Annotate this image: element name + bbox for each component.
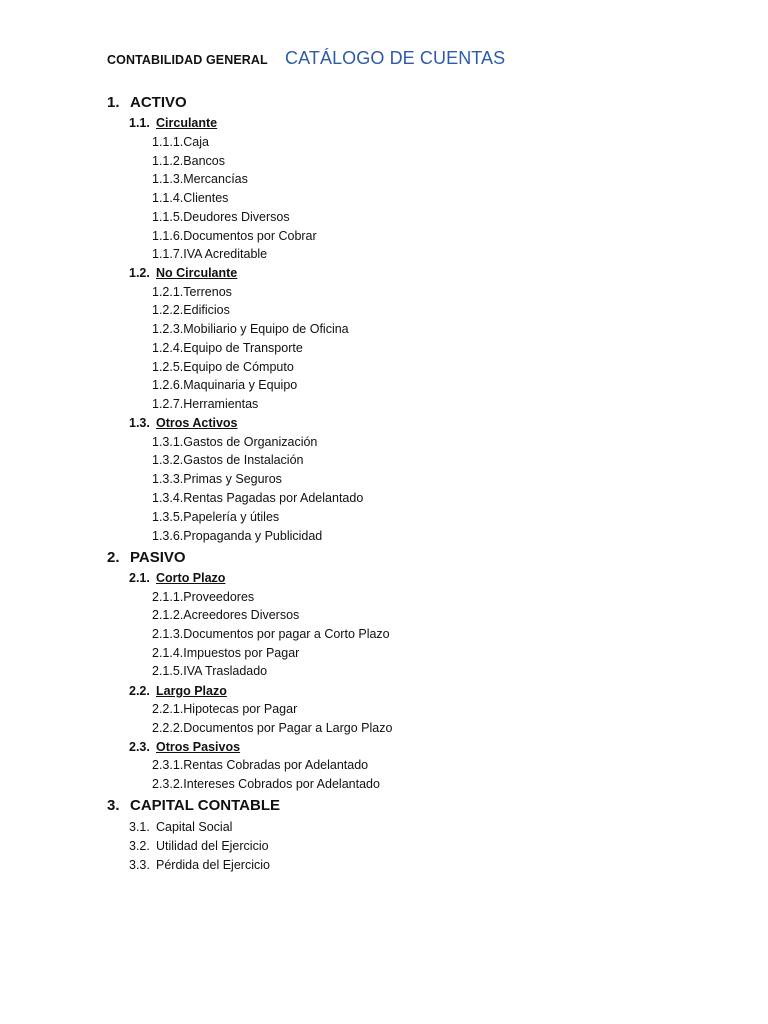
group-corto-plazo <box>129 571 225 585</box>
account-item: 1.2.7.Herramientas <box>152 397 259 411</box>
entry-number: 3.1. <box>129 820 150 834</box>
account-item <box>129 858 270 872</box>
account-item: 1.3.5.Papelería y útiles <box>152 510 280 524</box>
entry-label: Utilidad del Ejercicio <box>156 839 269 853</box>
entry-label: Capital Social <box>156 820 233 834</box>
group-label: Otros Pasivos <box>156 740 241 754</box>
account-item: 1.1.6.Documentos por Cobrar <box>152 229 317 243</box>
account-item: 1.3.4.Rentas Pagadas por Adelantado <box>152 491 364 505</box>
subject-heading: CONTABILIDAD GENERAL <box>107 53 268 67</box>
account-item: 1.2.3.Mobiliario y Equipo de Oficina <box>152 322 349 336</box>
account-item: 2.1.4.Impuestos por Pagar <box>152 646 300 660</box>
group-number: 1.1. <box>129 116 150 130</box>
account-item: 2.1.1.Proveedores <box>152 590 255 604</box>
group-number: 2.2. <box>129 684 150 698</box>
group-circulante <box>129 116 217 130</box>
group-otros-pasivos <box>129 740 240 754</box>
account-item: 1.1.2.Bancos <box>152 154 225 168</box>
account-item: 2.3.2.Intereses Cobrados por Adelantado <box>152 777 380 791</box>
group-label: Largo Plazo <box>156 684 227 698</box>
account-item: 1.1.4.Clientes <box>152 191 229 205</box>
group-number: 1.3. <box>129 416 150 430</box>
account-item: 2.1.5.IVA Trasladado <box>152 664 268 678</box>
group-otros-activos <box>129 416 238 430</box>
section-label: ACTIVO <box>130 94 187 111</box>
account-item: 1.3.6.Propaganda y Publicidad <box>152 529 323 543</box>
account-item: 1.3.2.Gastos de Instalación <box>152 453 304 467</box>
page-title: CATÁLOGO DE CUENTAS <box>285 48 506 68</box>
group-label: No Circulante <box>156 266 238 280</box>
account-item: 1.1.1.Caja <box>152 135 209 149</box>
account-item: 1.1.3.Mercancías <box>152 172 248 186</box>
account-item: 1.2.2.Edificios <box>152 303 230 317</box>
account-item <box>129 839 269 853</box>
section-number: 2. <box>107 549 120 566</box>
entry-number: 3.2. <box>129 839 150 853</box>
account-item <box>129 820 232 834</box>
entry-number: 3.3. <box>129 858 150 872</box>
account-item: 2.1.3.Documentos por pagar a Corto Plazo <box>152 627 390 641</box>
group-no-circulante <box>129 266 237 280</box>
account-item: 2.3.1.Rentas Cobradas por Adelantado <box>152 758 369 772</box>
account-item: 1.2.1.Terrenos <box>152 285 232 299</box>
section-number: 1. <box>107 94 120 111</box>
account-item: 2.1.2.Acreedores Diversos <box>152 608 300 622</box>
group-label: Circulante <box>156 116 218 130</box>
account-item: 2.2.1.Hipotecas por Pagar <box>152 702 298 716</box>
account-item: 1.1.5.Deudores Diversos <box>152 210 290 224</box>
account-item: 1.1.7.IVA Acreditable <box>152 247 268 261</box>
group-number: 2.1. <box>129 571 150 585</box>
account-item: 1.3.3.Primas y Seguros <box>152 472 282 486</box>
group-number: 1.2. <box>129 266 150 280</box>
account-item: 1.2.5.Equipo de Cómputo <box>152 360 294 374</box>
section-capital-contable <box>107 797 280 814</box>
section-number: 3. <box>107 797 120 814</box>
account-item: 1.2.4.Equipo de Transporte <box>152 341 303 355</box>
group-number: 2.3. <box>129 740 150 754</box>
section-label: CAPITAL CONTABLE <box>130 797 280 814</box>
account-item: 2.2.2.Documentos por Pagar a Largo Plazo <box>152 721 393 735</box>
section-activo <box>107 94 187 111</box>
account-item: 1.2.6.Maquinaria y Equipo <box>152 378 298 392</box>
section-label: PASIVO <box>130 549 186 566</box>
entry-label: Pérdida del Ejercicio <box>156 858 270 872</box>
group-label: Corto Plazo <box>156 571 226 585</box>
section-pasivo <box>107 549 186 566</box>
account-item: 1.3.1.Gastos de Organización <box>152 435 318 449</box>
group-label: Otros Activos <box>156 416 238 430</box>
group-largo-plazo <box>129 684 227 698</box>
